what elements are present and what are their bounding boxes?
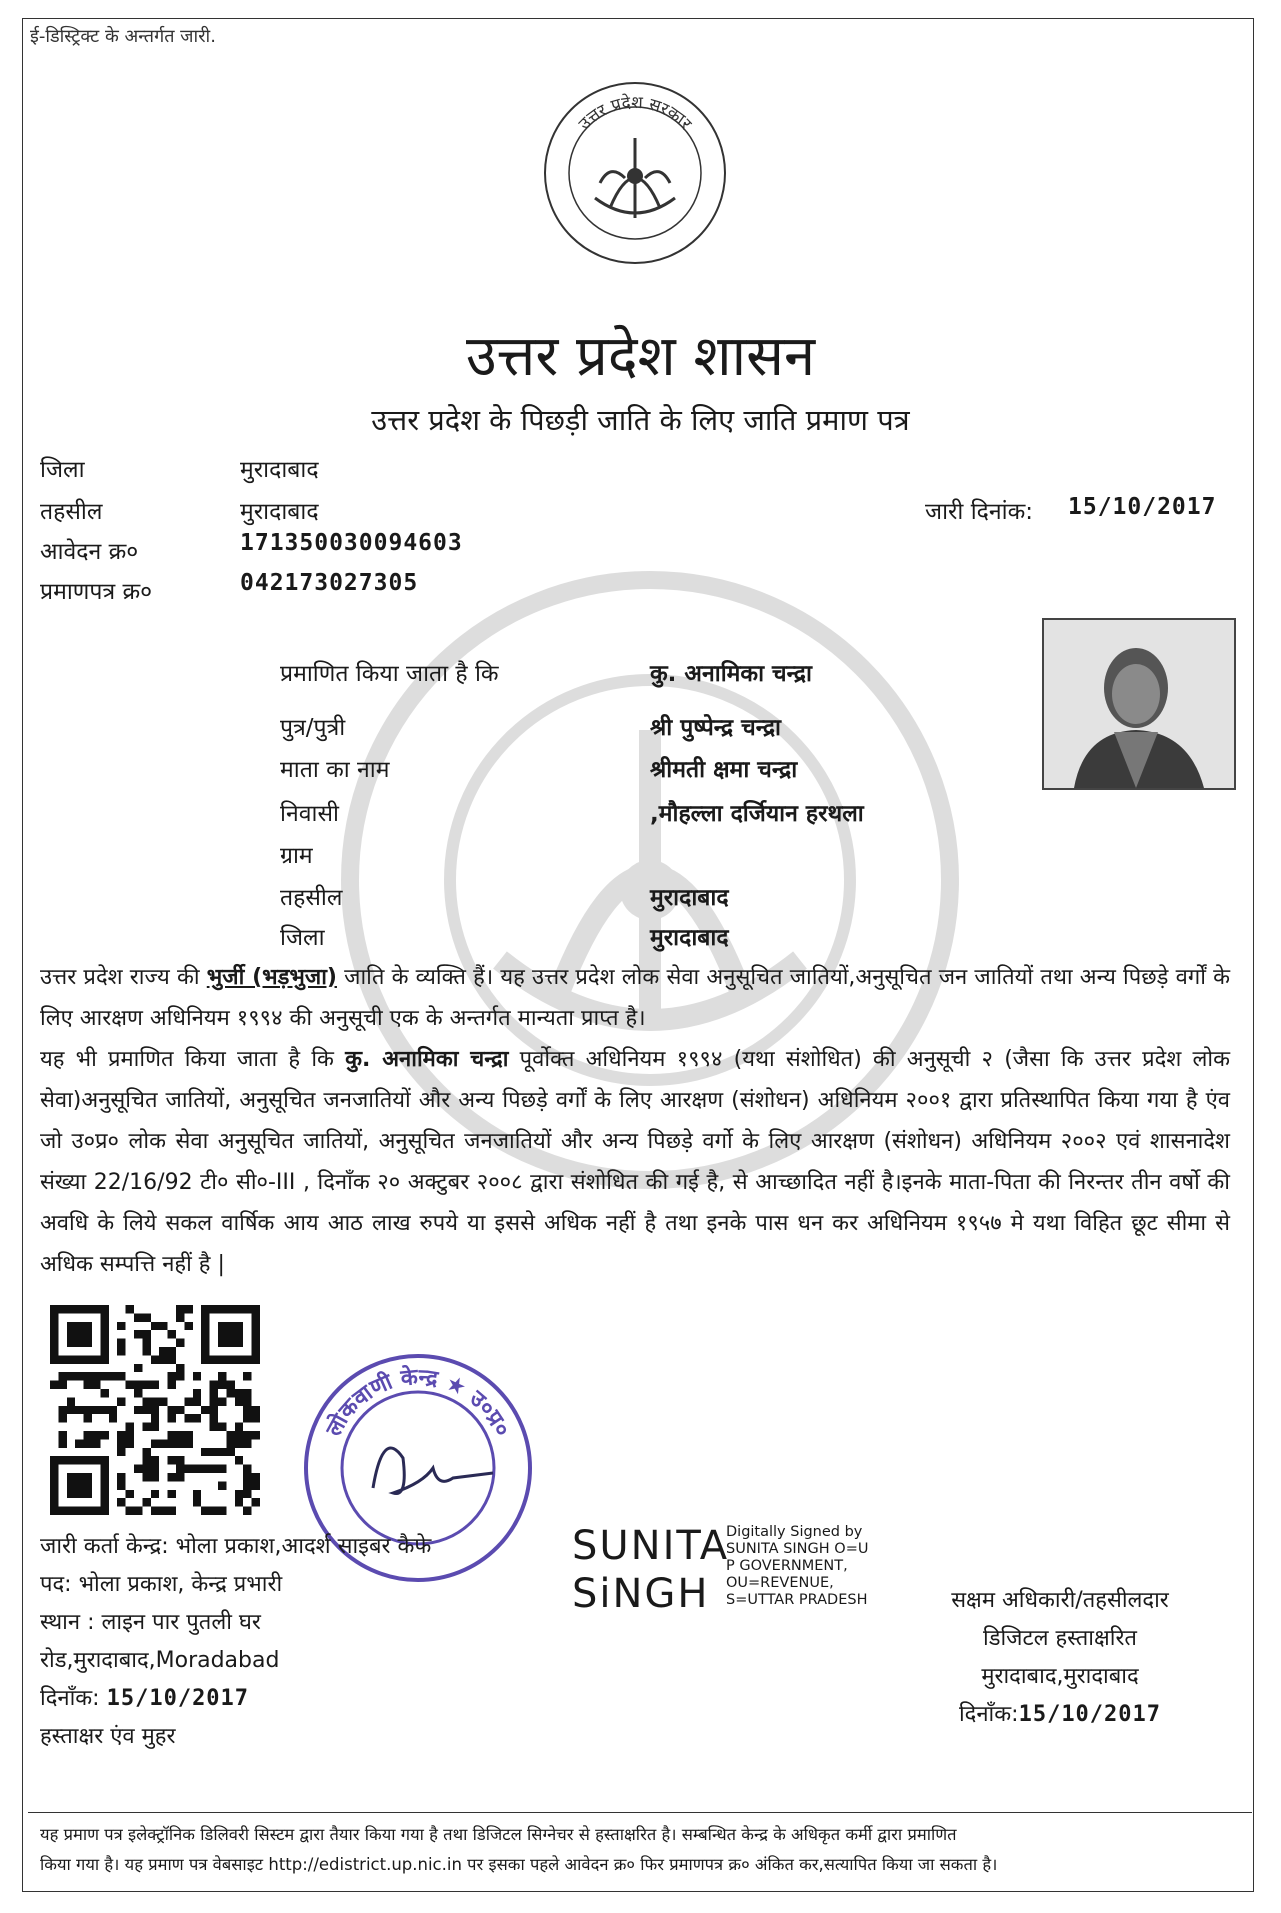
ds-name-line: SiNGH (572, 1571, 710, 1617)
tehsil-value: मुरादाबाद (240, 499, 319, 525)
digital-signature-name (572, 1522, 729, 1618)
page-title: उत्तर प्रदेश शासन (465, 324, 816, 389)
ds-name-line: SUNITA (572, 1523, 730, 1569)
detail-value: मुरादाबाद (650, 885, 729, 911)
detail-label: पुत्र/पुत्री (280, 715, 346, 741)
qr-code-icon (50, 1305, 260, 1515)
issue-date-label: जारी दिनांक: (925, 499, 1034, 525)
issuer-date-label: दिनाँक: (40, 1686, 107, 1711)
body-text: उत्तर प्रदेश राज्य की (40, 965, 207, 990)
officer-date-value: 15/10/2017 (1018, 1702, 1162, 1727)
officer-digital-signed: डिजिटल हस्ताक्षरित (983, 1626, 1137, 1651)
issuer-date-value: 15/10/2017 (106, 1686, 250, 1711)
issuer-designation: पद: भोला प्रकाश, केन्द्र प्रभारी (40, 1572, 283, 1597)
detail-value: मुरादाबाद (650, 925, 729, 951)
detail-value: कु. अनामिका चन्द्रा (650, 661, 812, 687)
up-emblem-icon (540, 78, 730, 268)
officer-location: मुरादाबाद,मुरादाबाद (981, 1664, 1139, 1689)
body-text: पूर्वोक्त अधिनियम १९९४ (यथा संशोधित) की अनुसूची २ (जैसा कि उत्तर प्रदेश लोक सेवा)अनुसूचित जातियों, अनुसूचित जनजातियों और अन्य पिछड़े वर्गों के लिए आरक्षण (संशोधन) अधिनियम २००१ द्वारा प्रतिस्थापित किया गया है एंव जो उ०प्र० लोक सेवा अनुसूचित जातियों, अनुसूचित जनजातियों और अन्य पिछड़े वर्गो के लिए आरक्षण (संशोधन) अधिनियम २००२ एवं शासनादेश संख्या 22/16/92 टी० सी०-III , दिनाँक २० अक्टुबर २००८ द्वारा संशोधित की गई है, से आच्छादित नहीं है।इनके माता-पिता की निरन्तर तीन वर्षो की अवधि के लिये सकल वार्षिक आय आठ लाख रुपये या इससे अधिक नहीं है तथा इनके पास धन कर अधिनियम १९५७ मे यथा विहित छूट सीमा से अधिक सम्पत्ति नहीं है | (40, 1047, 1230, 1277)
digital-signature-note (726, 1524, 868, 1609)
footer-divider (28, 1812, 1252, 1813)
tehsil-label: तहसील (40, 499, 103, 525)
officer-date (890, 1698, 1230, 1728)
issue-date-value: 15/10/2017 (1068, 494, 1217, 520)
detail-label: निवासी (280, 801, 339, 827)
detail-value: ,मौहल्ला दर्जियान हरथला (650, 801, 864, 827)
detail-label: जिला (280, 925, 325, 951)
emblem-text: उत्तर प्रदेश सरकार (574, 92, 696, 135)
footer-line: किया गया है। यह प्रमाण पत्र वेबसाइट http://edistrict.up.nic.in पर इसका पहले आवेदन क्र० फिर प्रमाणपत्र क्र० अंकित कर,सत्यापित किया जा सकता है। (40, 1855, 998, 1874)
stamp-text: लोकवाणी केन्द्र ★ उ०प्र० (321, 1364, 515, 1441)
detail-value: श्री पुष्पेन्द्र चन्द्रा (650, 715, 781, 741)
applicant-name: कु. अनामिका चन्द्रा (345, 1047, 509, 1072)
detail-label: तहसील (280, 885, 343, 911)
application-value: 171350030094603 (240, 530, 463, 556)
officer-date-label: दिनाँक: (958, 1702, 1019, 1727)
header-note: ई-डिस्ट्रिक्ट के अन्तर्गत जारी. (30, 26, 216, 47)
page-subtitle: उत्तर प्रदेश के पिछड़ी जाति के लिए जाति प्रमाण पत्र (371, 403, 910, 437)
certificate-value: 042173027305 (240, 570, 419, 596)
ds-note-line: P GOVERNMENT, (726, 1558, 848, 1574)
ds-note-line: Digitally Signed by (726, 1524, 863, 1540)
detail-value: श्रीमती क्षमा चन्द्रा (650, 757, 798, 783)
certificate-label: प्रमाणपत्र क्र० (40, 579, 153, 605)
issuer-road: रोड,मुरादाबाद,Moradabad (40, 1648, 280, 1673)
caste-name: भुर्जी (भड़भुजा) (206, 965, 337, 990)
footer-note (40, 1820, 1240, 1880)
issuer-place: स्थान : लाइन पार पुतली घर (40, 1610, 261, 1635)
officer-title: सक्षम अधिकारी/तहसीलदार (951, 1588, 1169, 1613)
body-text: जाति के व्यक्ति हैं। यह उत्तर प्रदेश लोक सेवा अनुसूचित जातियों,अनुसूचित जन जातियों तथा अन्य पिछड़े वर्गों के लिए आरक्षण अधिनियम १९९४ की अनुसूची एक के अन्तर्गत मान्यता प्राप्त है। (40, 965, 1230, 1031)
application-label: आवेदन क्र० (40, 539, 139, 565)
ds-note-line: OU=REVENUE, (726, 1575, 834, 1591)
applicant-photo (1042, 618, 1236, 790)
detail-label: माता का नाम (280, 757, 390, 783)
issuer-signature-label: हस्ताक्षर एंव मुहर (40, 1724, 176, 1749)
issuer-date (40, 1682, 249, 1712)
svg-text:उत्तर प्रदेश सरकार (575, 92, 696, 135)
detail-label: ग्राम (280, 843, 313, 869)
certificate-body (40, 957, 1230, 1285)
issuer-center: जारी कर्ता केन्द्र: भोला प्रकाश,आदर्श साइबर कैफे (40, 1534, 432, 1559)
district-value: मुरादाबाद (240, 457, 319, 483)
district-label: जिला (40, 457, 85, 483)
ds-note-line: S=UTTAR PRADESH (726, 1592, 868, 1608)
footer-line: यह प्रमाण पत्र इलेक्ट्रॉनिक डिलिवरी सिस्टम द्वारा तैयार किया गया है तथा डिजिटल सिग्नेचर से हस्ताक्षरित है। सम्बन्धित केन्द्र के अधिकृत कर्मी द्वारा प्रमाणित (40, 1825, 957, 1844)
ds-note-line: SUNITA SINGH O=U (726, 1541, 869, 1557)
body-text: यह भी प्रमाणित किया जाता है कि (40, 1047, 346, 1072)
detail-label: प्रमाणित किया जाता है कि (280, 661, 499, 687)
